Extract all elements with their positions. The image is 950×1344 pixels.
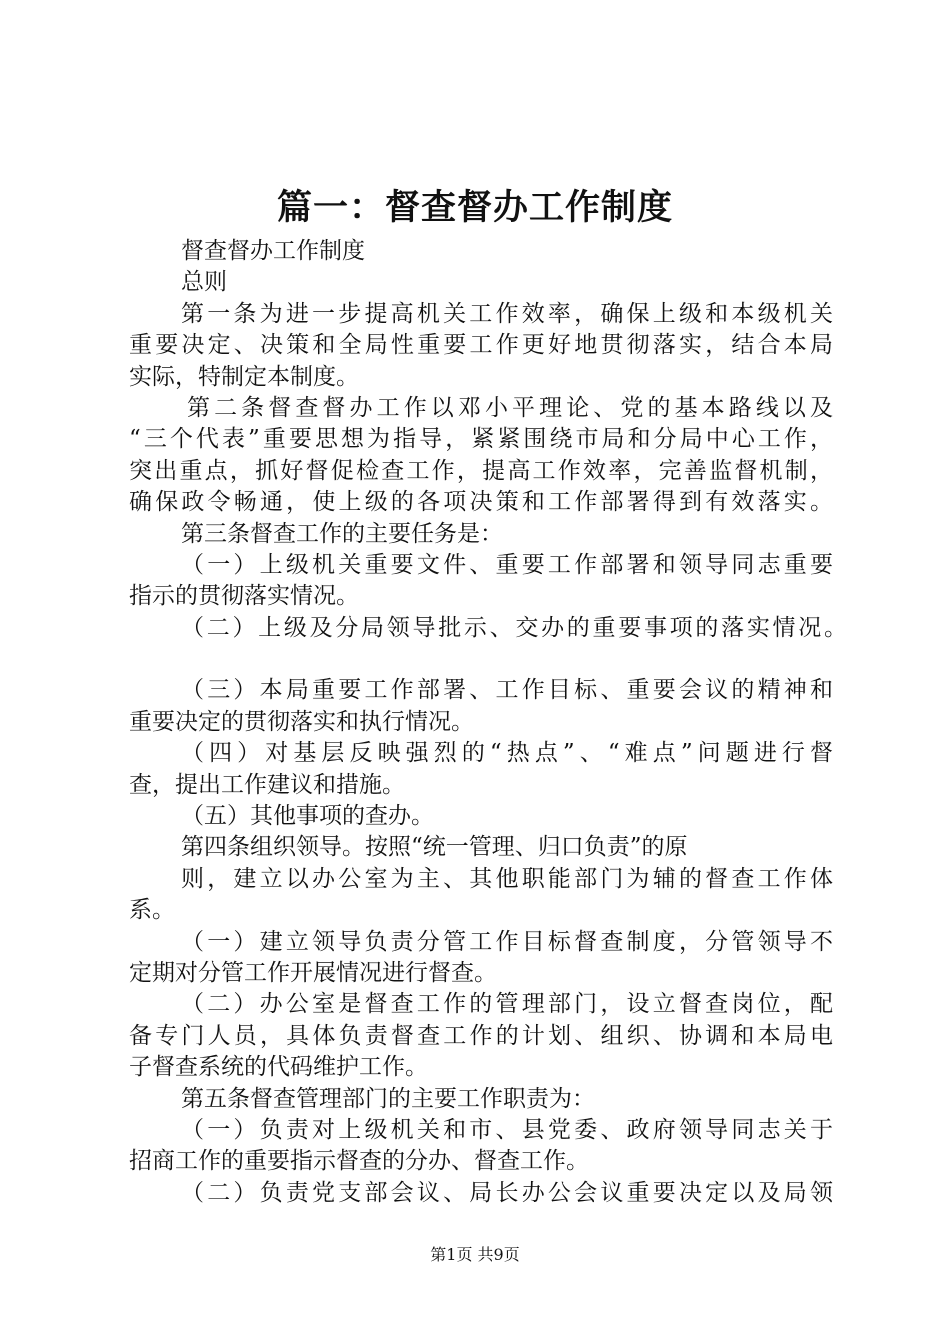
body-line: （一）上级机关重要文件、重要工作部署和领导同志重要 xyxy=(181,551,833,578)
body-line: 指示的贯彻落实情况。 xyxy=(129,583,359,610)
body-line: （一）负责对上级机关和市、县党委、政府领导同志关于 xyxy=(181,1116,833,1143)
body-line: 系。 xyxy=(129,897,175,924)
body-line: 招商工作的重要指示督查的分办、督查工作。 xyxy=(129,1148,589,1175)
body-line: 第二条督查督办工作以邓小平理论、党的基本路线以及 xyxy=(187,394,833,421)
body-line: （一）建立领导负责分管工作目标督查制度，分管领导不 xyxy=(181,928,833,955)
body-line: 重要决定的贯彻落实和执行情况。 xyxy=(129,708,474,735)
body-line: 确保政令畅通，使上级的各项决策和工作部署得到有效落实。 xyxy=(129,489,833,516)
body-line: “三个代表”重要思想为指导，紧紧围绕市局和分局中心工作， xyxy=(129,426,833,453)
body-line: 第三条督查工作的主要任务是： xyxy=(181,520,503,547)
body-line: 子督查系统的代码维护工作。 xyxy=(129,1054,428,1081)
body-line: 总则 xyxy=(181,269,227,296)
document-body xyxy=(129,236,847,1209)
body-line: 督查督办工作制度 xyxy=(181,238,365,264)
body-line: 第四条组织领导。按照“统一管理、归口负责”的原 xyxy=(181,834,688,861)
body-line: 重要决定、决策和全局性重要工作更好地贯彻落实，结合本局 xyxy=(129,332,833,359)
page-footer: 第1页 共9页 xyxy=(430,1245,520,1264)
body-line: 定期对分管工作开展情况进行督查。 xyxy=(129,959,497,986)
body-line: （二）负责党支部会议、局长办公会议重要决定以及局领 xyxy=(181,1179,833,1206)
document-title: 篇一：督查督办工作制度 xyxy=(276,188,673,228)
body-line: （二）上级及分局领导批示、交办的重要事项的落实情况。 xyxy=(181,614,847,641)
body-line: （二）办公室是督查工作的管理部门，设立督查岗位，配 xyxy=(181,991,833,1018)
body-line: 第五条督查管理部门的主要工作职责为： xyxy=(181,1085,595,1112)
body-line: 查，提出工作建议和措施。 xyxy=(129,771,405,798)
body-line: （四）对基层反映强烈的“热点”、“难点”问题进行督 xyxy=(181,740,833,767)
body-line: （五）其他事项的查办。 xyxy=(181,803,434,830)
body-line: 突出重点，抓好督促检查工作，提高工作效率，完善监督机制， xyxy=(129,457,833,484)
body-line: 则，建立以办公室为主、其他职能部门为辅的督查工作体 xyxy=(181,865,833,892)
body-line: 实际，特制定本制度。 xyxy=(129,363,359,390)
blank-line xyxy=(129,644,833,675)
body-line: 备专门人员，具体负责督查工作的计划、组织、协调和本局电 xyxy=(129,1022,833,1049)
body-line: （三）本局重要工作部署、工作目标、重要会议的精神和 xyxy=(181,677,833,704)
body-line: 第一条为进一步提高机关工作效率，确保上级和本级机关 xyxy=(181,300,833,327)
